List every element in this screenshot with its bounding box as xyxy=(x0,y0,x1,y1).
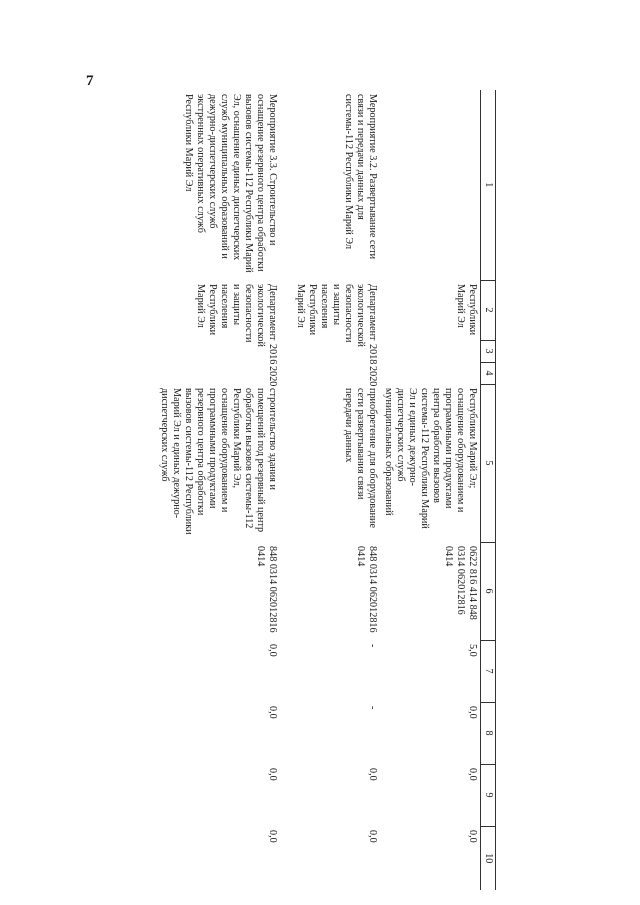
value-col-10: 0,0 xyxy=(467,830,479,843)
col-header-10: 10 xyxy=(481,826,496,890)
table-row xyxy=(156,90,280,890)
start-year xyxy=(380,340,481,362)
start-year: 2018 xyxy=(366,344,378,365)
measure-description: строительство здания и помещений под резервный центр обработки вызовов системы-112 Республики Марий Эл, оснащение оборудованием и программными продуктами резервного центра обработки вызовов системы-112 Республики Марий Эл и единых дежурно-диспетчерских служб xyxy=(158,388,278,535)
table-row xyxy=(280,90,380,890)
value-col-9: 0,0 xyxy=(467,768,479,781)
page-number: 7 xyxy=(86,73,94,89)
col-header-2: 2 xyxy=(481,280,496,340)
value-col-8: 0,0 xyxy=(266,706,278,719)
end-year: 2020 xyxy=(266,366,278,387)
col-header-8: 8 xyxy=(481,702,496,764)
rotated-table-sheet xyxy=(96,90,496,890)
responsible-org: Республики Марий Эл xyxy=(455,284,479,336)
value-col-7: 5,0 xyxy=(467,644,479,657)
responsible-org: Департамент экологической безопасности и защиты населения Республики Марий Эл xyxy=(294,284,378,347)
measure-description: Республики Марий Эл; оснащение оборудованием и программными продуктами центра обработки вызовов системы-112 Республики Марий Эл и единых дежурно-диспетчерских служб муниципальных образований xyxy=(382,388,479,529)
end-year: 2020 xyxy=(366,366,378,387)
header-row xyxy=(481,90,496,890)
col-header-6: 6 xyxy=(481,542,496,640)
end-year xyxy=(380,362,481,384)
value-col-7: 0,0 xyxy=(266,644,278,657)
measure-name xyxy=(380,90,481,280)
budget-code: 0622 816 414 848 0314 062012816 0414 xyxy=(443,546,479,620)
measure-name: Мероприятие 3.2. Развертывание сети связи и передачи данных для системы-112 Республики Марий Эл xyxy=(342,94,378,260)
budget-code: 848 0314 062012816 0414 xyxy=(254,546,278,633)
value-col-9: 0,0 xyxy=(266,768,278,781)
col-header-4: 4 xyxy=(481,362,496,384)
value-col-8: 0,0 xyxy=(467,706,479,719)
col-header-7: 7 xyxy=(481,640,496,702)
value-col-10: 0,0 xyxy=(366,830,378,843)
value-col-7: - xyxy=(366,644,378,648)
col-header-5: 5 xyxy=(481,384,496,542)
value-col-8: - xyxy=(366,706,378,710)
col-header-1: 1 xyxy=(481,90,496,280)
program-measures-table xyxy=(156,90,496,890)
value-col-10: 0,0 xyxy=(266,830,278,843)
responsible-org: Департамент экологической безопасности и защиты населения Республики Марий Эл xyxy=(194,284,278,347)
value-col-9: 0,0 xyxy=(366,768,378,781)
budget-code: 848 0314 062012816 0414 xyxy=(354,546,378,633)
col-header-9: 9 xyxy=(481,764,496,826)
table-row xyxy=(380,90,481,890)
measure-name: Мероприятие 3.3. Строительство и оснащение резервного центра обработки вызовов системы-112 Республики Марий Эл, оснащение единых диспетчерских служб муниципальных образований и дежурно-диспетчерских служб экстренных оперативных служб Республики Марий Эл xyxy=(182,94,278,273)
start-year: 2016 xyxy=(266,344,278,365)
col-header-3: 3 xyxy=(481,340,496,362)
measure-description: приобретение для оборудование сети развертывания связи передачи данных xyxy=(342,388,378,529)
